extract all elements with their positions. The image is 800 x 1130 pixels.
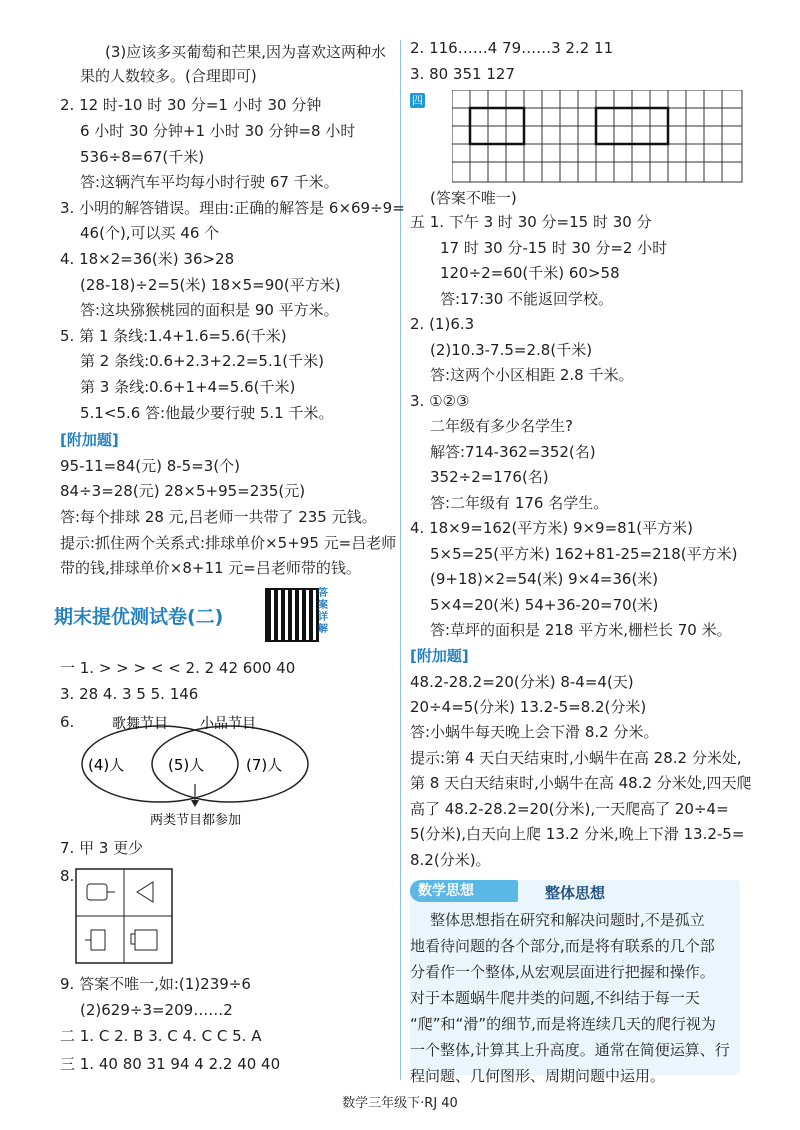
text-line: 95-11=84(元) 8-5=3(个) — [60, 457, 241, 475]
text-line: 解答:714-362=352(名) — [430, 443, 596, 461]
text-line: 3. 80 351 127 — [410, 65, 515, 83]
text-line: 2. (1)6.3 — [410, 315, 475, 333]
text-line: 2. 12 时-10 时 30 分=1 小时 30 分钟 — [60, 96, 322, 114]
venn-mid-value: (5)人 — [168, 756, 205, 774]
text-line: 352÷2=176(名) — [430, 468, 549, 486]
text-line: 2. 116……4 79……3 2.2 11 — [410, 39, 614, 57]
text-line: 48.2-28.2=20(分米) 8-4=4(天) — [410, 673, 634, 691]
hint-line: 8.2(分米)。 — [410, 851, 491, 869]
text-line: (2)10.3-7.5=2.8(千米) — [430, 341, 593, 359]
text-line: “爬”和“滑”的细节,而是将连续几天的爬行视为 — [410, 1015, 716, 1033]
text-line: 5×5=25(平方米) 162+81-25=218(平方米) — [430, 545, 738, 563]
venn-left-value: (4)人 — [88, 756, 125, 774]
test-title: 期末提优测试卷(二) — [54, 606, 224, 628]
venn-diagram — [70, 712, 330, 832]
text-line: 3. 小明的解答错误。理由:正确的解答是 6×69÷9= — [60, 199, 405, 217]
qr-label: 答案详解 — [318, 588, 328, 635]
text-line: 一个整体,计算其上升高度。通常在简便运算、行 — [410, 1041, 730, 1059]
text-line: 果的人数较多。(合理即可) — [80, 67, 257, 85]
text-line: (3)应该多买葡萄和芒果,因为喜欢这两种水 — [105, 43, 387, 61]
text-line: 4. 18×9=162(平方米) 9×9=81(平方米) — [410, 519, 693, 537]
answer-line: 8. — [60, 867, 75, 885]
text-line: 答:这块猕猴桃园的面积是 90 平方米。 — [80, 301, 339, 319]
text-line: 第 3 条线:0.6+1+4=5.6(千米) — [80, 378, 296, 396]
text-line: 46(个),可以买 46 个 — [80, 224, 220, 242]
text-line: 程问题、几何图形、周期问题中运用。 — [410, 1067, 666, 1085]
section-4-badge: 四 — [412, 94, 423, 107]
text-line: 答:17:30 不能返回学校。 — [440, 290, 614, 308]
answer-line: 9. 答案不唯一,如:(1)239÷6 — [60, 975, 251, 993]
column-separator — [400, 40, 401, 1080]
extra-question-tag: [附加题] — [410, 647, 469, 665]
section-tag — [410, 90, 429, 110]
answer-line: (2)629÷3=209……2 — [80, 1001, 233, 1019]
text-line: 120÷2=60(千米) 60>58 — [440, 264, 620, 282]
text-line: 5.1<5.6 答:他最少要行驶 5.1 千米。 — [80, 404, 334, 422]
answer-line: 三 1. 40 80 31 94 4 2.2 40 40 — [60, 1055, 281, 1073]
hint-line: 提示:抓住两个关系式:排球单价×5+95 元=吕老师 — [60, 534, 397, 552]
qr-code-icon[interactable] — [265, 588, 319, 642]
answer-line: 3. 28 4. 3 5 5. 146 — [60, 685, 199, 703]
text-line: 整体思想指在研究和解决问题时,不是孤立 — [430, 911, 705, 929]
venn-bottom-label: 两类节目都参加 — [150, 813, 242, 828]
hint-line: 高了 48.2-28.2=20(分米),一天爬高了 20÷4= — [410, 800, 729, 818]
answer-line: 一 1. > > > < < 2. 2 42 600 40 — [60, 659, 296, 677]
hint-line: 带的钱,排球单价×8+11 元=吕老师带的钱。 — [60, 559, 361, 577]
text-line: 答:每个排球 28 元,吕老师一共带了 235 元钱。 — [60, 508, 377, 526]
text-line: 五 1. 下午 3 时 30 分=15 时 30 分 — [410, 213, 652, 231]
text-line: 6 小时 30 分钟+1 小时 30 分钟=8 小时 — [80, 122, 356, 140]
answer-line: 二 1. C 2. B 3. C 4. C C 5. A — [60, 1027, 262, 1045]
answer-line: 6. — [60, 713, 75, 731]
text-line: 答:这两个小区相距 2.8 千米。 — [430, 366, 634, 384]
text-line: 17 时 30 分-15 时 30 分=2 小时 — [440, 239, 668, 257]
text-line: 第 2 条线:0.6+2.3+2.2=5.1(千米) — [80, 352, 324, 370]
text-line: 答:这辆汽车平均每小时行驶 67 千米。 — [80, 173, 339, 191]
page-footer: 数学三年级下·RJ 40 — [342, 1096, 458, 1111]
text-line: 二年级有多少名学生? — [430, 417, 573, 435]
q8-figure — [75, 868, 175, 964]
text-line: 地看待问题的各个部分,而是将有联系的几个部 — [410, 937, 715, 955]
text-line: 5×4=20(米) 54+36-20=70(米) — [430, 596, 659, 614]
text-line: (答案不唯一) — [430, 189, 517, 207]
extra-question-tag: [附加题] — [60, 431, 119, 449]
venn-left-label: 歌舞节目 — [112, 716, 168, 732]
text-line: 答:二年级有 176 名学生。 — [430, 494, 609, 512]
grid-drawing — [452, 90, 744, 184]
text-line: (9+18)×2=54(米) 9×4=36(米) — [430, 570, 659, 588]
answer-line: 7. 甲 3 更少 — [60, 839, 144, 857]
hint-line: 提示:第 4 天白天结束时,小蜗牛在高 28.2 分米处, — [410, 749, 742, 767]
text-line: 536÷8=67(千米) — [80, 148, 205, 166]
text-line: 84÷3=28(元) 28×5+95=235(元) — [60, 482, 306, 500]
text-line: 4. 18×2=36(米) 36>28 — [60, 250, 235, 268]
hint-line: 5(分米),白天向上爬 13.2 分米,晚上下滑 13.2-5= — [410, 825, 745, 843]
math-thinking-title: 整体思想 — [545, 884, 606, 902]
text-line: 5. 第 1 条线:1.4+1.6=5.6(千米) — [60, 327, 287, 345]
text-line: 3. ①②③ — [410, 392, 470, 410]
venn-right-value: (7)人 — [246, 756, 283, 774]
text-line: (28-18)÷2=5(米) 18×5=90(平方米) — [80, 276, 341, 294]
math-thinking-tag: 数学思想 — [410, 880, 518, 902]
text-line: 答:小蜗牛每天晚上会下滑 8.2 分米。 — [410, 723, 659, 741]
text-line: 对于本题蜗牛爬井类的问题,不纠结于每一天 — [410, 989, 700, 1007]
text-line: 答:草坪的面积是 218 平方米,栅栏长 70 米。 — [430, 621, 732, 639]
venn-right-label: 小品节目 — [200, 716, 256, 732]
hint-line: 第 8 天白天结束时,小蜗牛在高 48.2 分米处,四天爬 — [410, 774, 752, 792]
text-line: 20÷4=5(分米) 13.2-5=8.2(分米) — [410, 698, 647, 716]
text-line: 分看作一个整体,从宏观层面进行把握和操作。 — [410, 963, 715, 981]
